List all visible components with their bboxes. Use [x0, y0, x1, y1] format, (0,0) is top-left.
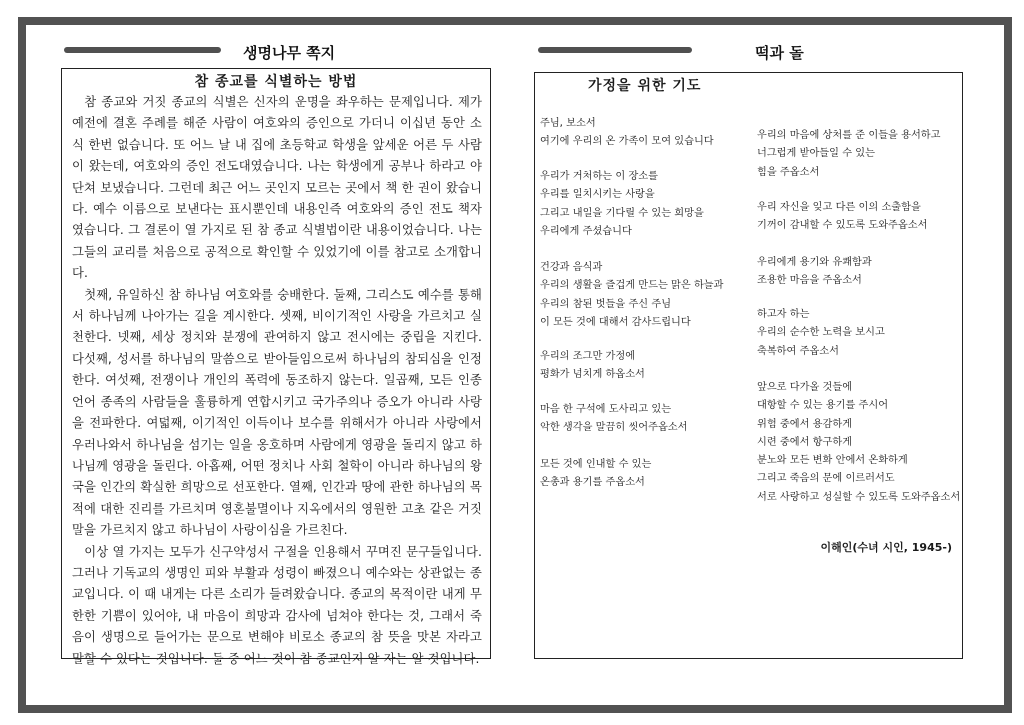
poem-line: 위험 중에서 용감하게 — [757, 418, 853, 430]
poem-line: 우리의 마음에 상처를 준 이들을 용서하고 — [757, 130, 941, 141]
poem-line: 건강과 음식과 — [540, 262, 603, 273]
poem-line: 악한 생각을 말끔히 씻어주옵소서 — [540, 422, 688, 434]
poem-title: 가정을 위한 기도 — [588, 78, 702, 94]
poem-line: 축복하여 주옵소서 — [757, 345, 839, 357]
article-paragraph: 이상 열 가지는 모두가 신구약성서 구절을 인용해서 꾸며진 문구들입니다. 그러나 기독교의 생명인 피와 부활과 성령이 빠졌으니 예수와는 상관없는 종교입니다. 이 때 내게는 다른 소리가 들려왔습니다. 종교의 목적이란 내게 무한한 기쁨이 있어야, 내 마음이 희망과 감사에 넘쳐야 한다는 것, 그래서 죽음이 생명으로 들어가는 문으로 변해야 비로소 종교의 참 뜻을 맛본 자라고 말할 수 있다는 것입니다. 둘 중 어느 것이 참 종교인지 알 자는 알 것입니다. — [72, 544, 482, 666]
poem-line: 우리의 참된 벗들을 주신 주님 — [540, 298, 672, 310]
poem-stanza — [540, 401, 688, 438]
poem-line: 여기에 우리의 온 가족이 모여 있습니다 — [540, 136, 714, 148]
poem-line: 우리의 조그만 가정에 — [540, 351, 636, 362]
poem-line: 우리의 순수한 노력을 보시고 — [757, 327, 885, 339]
article-paragraph: 첫째, 유일하신 참 하나님 여호와를 숭배한다. 둘째, 그리스도 예수를 통해서 하나님께 나아가는 길을 계시한다. 셋째, 비이기적인 사랑을 가르치고 실천한다. 넷째, 세상 정치와 분쟁에 관여하지 않고 전시에는 중립을 지킨다. 다섯째, 성서를 하나님의 말씀으로 받아들임으로써 하나님의 참되심을 인정한다. 여섯째, 전쟁이나 개인의 폭력에 동조하지 않는다. 일곱째, 모든 인종 언어 종족의 사람들을 훌륭하게 연합시키고 국가주의나 증오가 아니라 사랑을 전파한다. 여덟째, 이기적인 이득이나 보수를 위해서가 아니라 사랑에서 우러나와서 하나님을 섬기는 일을 옹호하며 사람에게 영광을 돌리지 않고 하나님께 영광을 돌린다. 아홉째, 어떤 정치나 사회 철학이 아니라 하나님의 왕국을 인간의 확실한 희망으로 선포한다. 열째, 인간과 땅에 관한 하나님의 목적에 대한 진리를 가르치며 영혼불멸이나 지옥에서의 영원한 고초 같은 거짓말을 가르치지 않고 하나님이 사랑이심을 가르친다. — [72, 287, 482, 538]
article-body — [72, 92, 482, 670]
poem-stanza — [540, 115, 714, 152]
poem-stanza — [757, 127, 941, 182]
poem-line: 온총과 용기를 주옵소서 — [540, 477, 645, 489]
poem-stanza — [757, 379, 960, 507]
poem-line: 하고자 하는 — [757, 309, 810, 320]
poem-line: 우리를 일치시키는 사랑을 — [540, 189, 655, 201]
poem-stanza — [757, 306, 885, 361]
right-header-bar — [538, 47, 692, 53]
poem-stanza — [540, 259, 724, 332]
poem-line: 분노와 모든 변화 안에서 온화하게 — [757, 455, 908, 467]
poem-line: 우리에게 용기와 유쾌함과 — [757, 257, 872, 268]
poem-line: 기꺼이 감내할 수 있도록 도와주옵소서 — [757, 220, 928, 232]
article-paragraph: 참 종교와 거짓 종교의 식별은 신자의 운명을 좌우하는 문제입니다. 제가 예전에 결혼 주례를 해준 사람이 여호와의 증인으로 가더니 이십년 동안 소식 한번 없습니다. 또 어느 날 내 집에 초등학교 학생을 앞세운 어른 두 사람이 왔는데, 여호와의 증인 전도대였습니다. 나는 학생에게 공부나 하라고 야단쳐 보냈습니다. 그런데 최근 어느 곳인지 모르는 곳에서 책 한 권이 왔습니다. 예수 이름으로 보낸다는 표시뿐인데 내용인즉 여호와의 증인 전도 책자였습니다. 그 결론이 열 가지로 된 참 종교 식별법이란 내용이었습니다. 나는 그들의 교리를 처음으로 공적으로 확인할 수 있었기에 이를 참고로 소개합니다. — [72, 95, 482, 281]
poem-line: 그리고 내일을 기다릴 수 있는 희망을 — [540, 207, 704, 219]
poem-line: 조용한 마음을 주옵소서 — [757, 275, 862, 287]
poem-line: 우리가 거처하는 이 장소를 — [540, 171, 658, 182]
poem-line: 우리 자신을 잊고 다른 이의 소출함을 — [757, 202, 921, 213]
poem-line: 평화가 넘치게 하옵소서 — [540, 369, 645, 381]
poem-line: 서로 사랑하고 성실할 수 있도록 도와주옵소서 — [757, 491, 961, 503]
poem-stanza — [540, 348, 645, 385]
poem-stanza — [540, 168, 704, 241]
poem-author: 이해인(수녀 시인, 1945-) — [820, 541, 952, 554]
poem-line: 시련 중에서 항구하게 — [757, 436, 853, 448]
poem-line: 힘을 주옵소서 — [757, 166, 820, 178]
poem-line: 우리의 생활을 즐겁게 만드는 맑은 하늘과 — [540, 280, 724, 292]
poem-box — [534, 72, 963, 659]
left-header-title: 생명나무 쪽지 — [243, 44, 336, 62]
article-box — [61, 68, 491, 666]
poem-line: 우리에게 주셨습니다 — [540, 225, 632, 237]
poem-stanza — [757, 254, 872, 291]
poem-line: 이 모든 것에 대해서 감사드립니다 — [540, 316, 691, 328]
left-header-bar — [64, 47, 221, 53]
poem-line: 그리고 죽음의 문에 이르러서도 — [757, 473, 895, 485]
poem-stanza — [540, 456, 651, 493]
poem-line: 마음 한 구석에 도사리고 있는 — [540, 404, 672, 415]
poem-line: 너그럽게 받아들일 수 있는 — [757, 148, 875, 160]
poem-stanza — [757, 199, 927, 236]
poem-line: 주님, 보소서 — [540, 118, 596, 129]
right-header-title: 떡과 돌 — [755, 44, 804, 62]
poem-line: 대항할 수 있는 용기를 주시어 — [757, 400, 889, 412]
poem-line: 앞으로 다가올 것들에 — [757, 382, 853, 393]
article-title: 참 종교를 식별하는 방법 — [194, 74, 358, 90]
poem-line: 모든 것에 인내할 수 있는 — [540, 459, 652, 470]
